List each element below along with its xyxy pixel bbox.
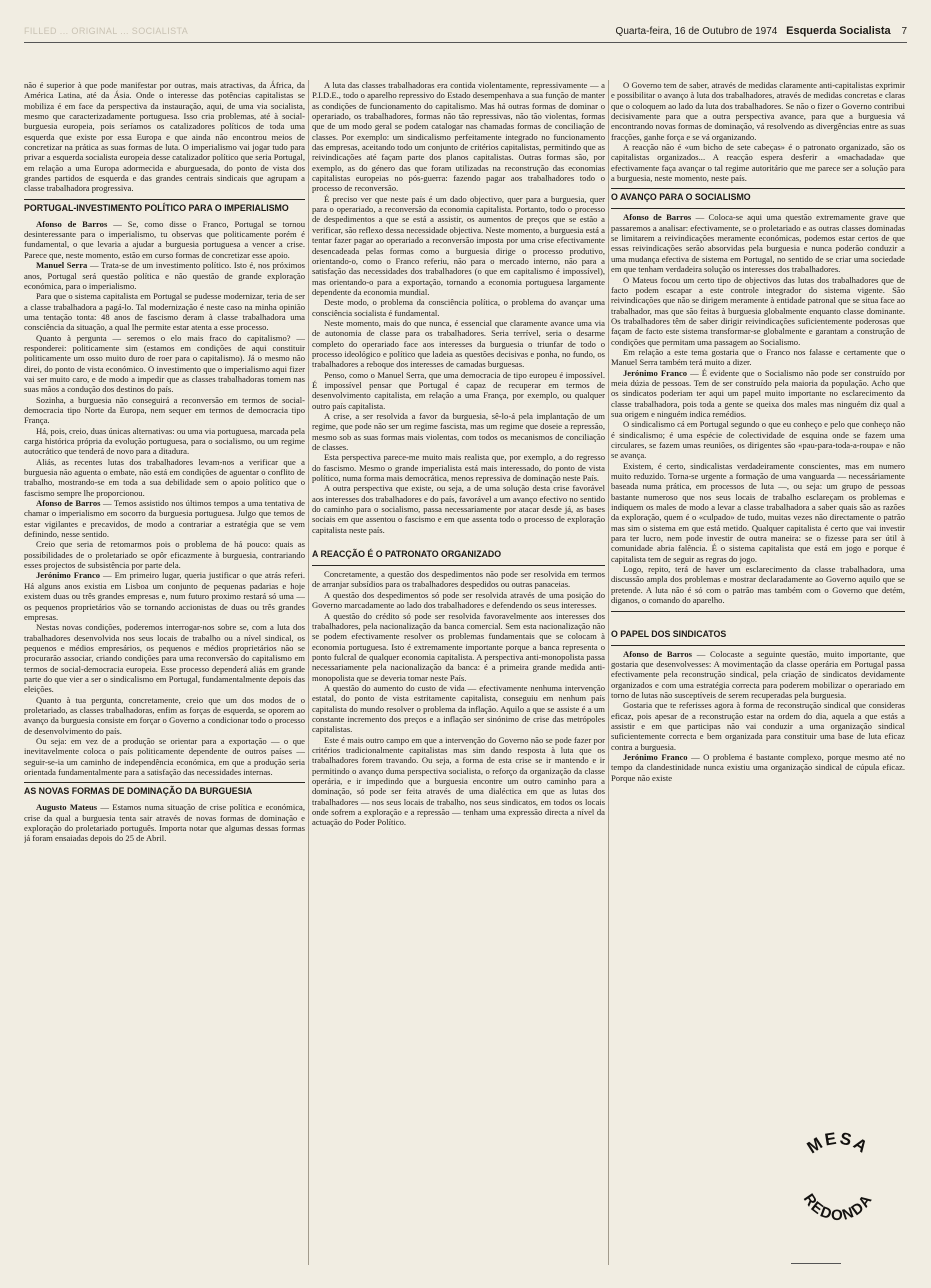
speaker-name: Manuel Serra — [36, 260, 88, 271]
paragraph-text: — Coloca-se aqui uma questão extremamente grave que passaremos a analisar: efectivamente, se o proletariado e as outras classes dominadas se limitarem a reivindicações meramente económicas, podemos estar certos de que essas reivindicações serão absorvidas pela burguesia e nunca poderão conduzir a uma mudança efectiva de sistema em Portugal, no sentido de se criar uma sociedade em que tenham verdadeira solução os interesses dos trabalhadores. — [611, 212, 905, 275]
paragraph — [24, 570, 305, 622]
newspaper-name: Esquerda Socialista — [786, 25, 891, 37]
column-3 — [611, 80, 905, 1270]
paragraph: Aliás, as recentes lutas dos trabalhadores levam-nos a verificar que a burguesia não aguenta o embate, não está em condições de aguentar o conflito de trabalho, mostrando-se em toda a sua debilidade sem o apoio político que o fascismo sempre lhe proporcionou. — [24, 456, 305, 498]
paragraph — [611, 649, 905, 701]
section-rule — [611, 645, 905, 646]
paragraph — [24, 802, 305, 843]
column-divider — [608, 80, 609, 1265]
paragraph: Para que o sistema capitalista em Portugal se pudesse modernizar, teria de ser a classe trabalhadora a pagá-lo. Tal modernização é neste caso na minha opinião uma tentação tonta: 48 anos de fascismo deram à classe trabalhadora uma consciência da situação, a qual lhe permite estar atenta a esse processo. — [24, 291, 305, 333]
column-2 — [312, 80, 605, 1270]
paragraph-text: — É evidente que o Socialismo não pode ser construído por meia dúzia de pessoas. Tem de ser construído pela maioria da população. Acho que os sindicatos poderiam ter aqui um papel muito importante no esclarecimento da classe trabalhadora, pois toda a gente se queixa dos males mas ninguém diz qual a sua origem e ninguém indica remédios. — [611, 367, 905, 419]
paragraph: O Mateus focou um certo tipo de objectivos das lutas dos trabalhadores que de facto podem escapar a este controle integrador do sistema vigente. São reivindicações que não se dirigem meramente à entidade patronal que se situa face ao trabalhador, mas que são feitas à burguesia globalmente enquanto classe dominante. Os trabalhadores têm de saber dirigir reivindicações suficientemente poderosas que façam de facto este sistema transformar-se globalmente e garantam a construção de condições que permitam uma passagem ao Socialismo. — [611, 274, 905, 347]
section-heading: O PAPEL DOS SINDICATOS — [611, 628, 727, 639]
paragraph: Logo, repito, terá de haver um esclarecimento da classe trabalhadora, uma discussão ampla dos problemas e mostrar declaradamente ao Governo aquilo que se pretende. A luta não é só com o patrão mas também com o Governo que detém, diganos, o comando do aparelho. — [611, 564, 905, 606]
paragraph: A reacção não é «um bicho de sete cabeças» é o patronato organizado, são os capitalistas organizados... A reacção espera desferir a «machadada» que efectivamente faça avançar o tal regime autoritário que me parece ser a solução para a burguesia, neste momento, neste país. — [611, 142, 905, 184]
speaker-name: Afonso de Barros — [623, 212, 692, 223]
paragraph: Há, pois, creio, duas únicas alternativas: ou uma via portuguesa, marcada pela carga histórica própria da evolução portuguesa, para o socialismo, ou um regime autocrático que tenderá de novo para a ditadura. — [24, 425, 305, 457]
paragraph — [24, 260, 305, 291]
paragraph: Quanto à pergunta — seremos o elo mais fraco do capitalismo? — responderei: politicamente sim (estamos em condições de aqui constituir politicamente um osso muito duro de roer para o capitalismo). Já o mesmo não direi, do ponto de vista económico. O investimento que o imperialismo aqui fizer vai ser muito caro, e de modo a impedir que as classes trabalhadoras tomem nas suas mãos a condução dos destinos do país. — [24, 332, 305, 395]
section-rule — [24, 199, 305, 200]
paragraph-text: — Estamos numa situação de crise política e económica, crise da qual a burguesia tenta sair através de novas formas de dominação e exploração do proletariado português. Importa notar que algumas dessas formas já foram ensaiadas depois do 25 de Abril. — [24, 802, 305, 844]
paragraph-text: — O problema é bastante complexo, porque mesmo até no tempo da clandestinidade nunca existiu uma organização sindical de cúpula eficaz. Porque não existe — [611, 751, 905, 783]
paragraph-text: — Colocaste a seguinte questão, muito importante, que gostaria que desenvolvesses: A movimentação da classe operária em Portugal passa efectivamente pela reconstrução sindical, pela criação de sindicatos devidamente organizados e com uma estratégia correcta para poderem mobilizar o operariado em torno de lutas não susceptíveis de serem recuperadas pela burguesia. — [611, 648, 905, 700]
paragraph — [24, 498, 305, 539]
spacer — [611, 615, 905, 629]
paragraph — [611, 752, 905, 783]
speaker-name: Afonso de Barros — [36, 498, 101, 509]
paragraph-text: — Em primeiro lugar, queria justificar o que atrás referi. Há alguns anos existia em Lisboa um conjunto de pequenas padarias e hoje existem duas ou três grandes empresas e, num futuro proximo restará só uma — os pequenos proprietários vão se tornando accionistas de duas ou três grandes empresas. — [24, 570, 305, 622]
paragraph: A outra perspectiva que existe, ou seja, a de uma solução desta crise favorável aos interesses dos trabalhadores e do país, favorável a um avanço efectivo no sentido do caminho para o socialismo, passa necessariamente por atacar desde já, as bases sociais em que assentou o fascismo e em que assenta todo o processo de exploração capitalista neste país. — [312, 483, 605, 535]
speaker-name: Augusto Mateus — [36, 802, 98, 813]
paragraph: Ou seja: em vez de a produção se orientar para a exportação — o que inevitavelmente coloca o país politicamente dependente de outros países — seguir-se-ia um caminho de independência económica, em que a produção seria orientada fundamentalmente para a satisfação das necessidades internas. — [24, 735, 305, 777]
section-rule — [611, 188, 905, 189]
section-rule — [312, 565, 605, 566]
paragraph — [24, 219, 305, 260]
paragraph: Deste modo, o problema da consciência política, o problema do avançar uma consciência socialista é fundamental. — [312, 297, 605, 318]
section-rule — [611, 611, 905, 612]
paragraph: A crise, a ser resolvida a favor da burguesia, sê-lo-á pela implantação de um regime, que pode não ser um regime fascista, mas um regime que doseie a repressão, mesmo sob as suas formas mais violentas, com todos os mecanismos de conciliação de classes. — [312, 411, 605, 453]
paragraph: Em relação a este tema gostaria que o Franco nos falasse e certamente que o Manuel Serra também terá muito a dizer. — [611, 346, 905, 368]
speaker-name: Afonso de Barros — [623, 648, 692, 659]
stamp-bottom-text: REDONDA — [799, 1190, 877, 1225]
issue-date: Quarta-feira, 16 de Outubro de 1974 — [615, 26, 778, 37]
paragraph: Existem, é certo, sindicalistas verdadeiramente conscientes, mas em numero muito reduzido. Torna-se urgente a formação de uma vanguarda — necessáriamente baseada numa prática, em processos de luta —, ou seja: um grupo de pessoas bastante numeroso que nos seus locais de trabalho esclareçam os problemas e indiquem os males de modo a levar a classe trabalhadora a saber quais são as razões da exploração, quem é o «culpado» de tudo, muitas vezes não directamente o patrão mas sim o sistema em que está metido. Qualquer capitalista é certo que vai investir para ter lucro, nem pode investir de outra maneira: se o fizesse para ser útil à comunidade abria falência. É o sistema capitalista que está em jogo e porque é capitalista tem de seguir as regras do jogo. — [611, 460, 905, 564]
intro-paragraph: não é superior à que pode manifestar por outras, mais atractivas, da África, da América Latina, até da Ásia. Onde o interesse das potências capitalistas se mobiliza é em face da perspectiva da instauração, aqui, de uma via socialista, mesmo que caracterizadamente portuguesa. Isso cria problemas, até à social-burguesia europeia, pois seríamos os catalizadores políticos de toda uma esquerda que existe por essa Europa e que ainda não encontrou meios de concretizar na prática as suas formas de luta. O imperialismo vai jogar tudo para privar a esquerda socialista europeia desse catalizador político que seria Portugal, em relação a uma Europa adormecida e aburguesada, do ponto de vista dos grandes partidos de esquerda e das grandes centrais sindicais que agrupam a classe trabalhadora progressiva. — [24, 80, 305, 194]
paragraph: Este é mais outro campo em que a intervenção do Governo não se pode fazer por critérios tradicionalmente capitalistas mas sim dando resposta à luta que os trabalhadores forem travando. Ou seja, a forma de esta crise se ir mantendo e ir permitindo o avanço duma perspectiva socialista, o reforço da organização da classe operária, e ir impedindo que a burguesia encontre um outro caminho para a dominação, só pode ser feita através de uma dialéctica em que as lutas dos trabalhadores — nos seus locais de trabalho, nos seus sindicatos, em todos os locais onde sofrem a exploração e a repressão — tenham uma expressão directa a nível da actuação do Poder Político. — [312, 734, 605, 828]
paragraph: Neste momento, mais do que nunca, é essencial que claramente avance uma via de autonomia de classe para os trabalhadores. Seria terrível, seria o desarme completo do operariado face aos interesses da burguesia o triunfar de todo o processo ideológico e político que ladeia as questões decisivas e ponha, no fundo, os trabalhadores a reboque dos interesses de camadas burguesas. — [312, 317, 605, 370]
page-number: 7 — [901, 26, 907, 37]
paragraph: Sozinha, a burguesia não conseguirá a reconversão em termos de social-democracia tipo Norte da Europa, nem sequer em termos de democracia tipo França. — [24, 394, 305, 426]
paragraph: Creio que seria de retomarmos pois o problema de há pouco: quais as possibilidades de o proletariado se opôr eficazmente à burguesia, contrariando esses projectos de subsistência por parte dela. — [24, 539, 305, 571]
column-divider — [308, 80, 309, 1265]
paragraph-text: — Trata-se de um investimento político. Isto é, nos próximos anos, Portugal será questão política e não questão de grande exploração económica, para o imperialismo. — [24, 260, 305, 291]
page-header — [24, 24, 907, 43]
speaker-name: Jerónimo Franco — [36, 570, 101, 581]
bleed-through-text: FILLED ... ORIGINAL ... SOCIALISTA — [24, 26, 189, 36]
spacer — [312, 535, 605, 549]
paragraph-text: — Temos assistido nos últimos tempos a uma tentativa de chamar o imperialismo em socorro da burguesia portuguesa. Julgo que temos de estar vigilantes e precavidos, de modo a contrariar a estratégia que se vem definindo, nesse sentido. — [24, 498, 305, 540]
paragraph: O Governo tem de saber, através de medidas claramente anti-capitalistas exprimir e possibilitar o avanço à luta dos trabalhadores, através de medidas concretas e claras que o coloquem ao lado da luta dos trabalhadores. Se não o fizer o Governo contribui decisivamente para que a outra perspectiva avance, para que a burguesia vá encontrando novas formas de dominação, vá resolvendo as divergências entre as suas fracções, ganhe força e se vá organizando. — [611, 80, 905, 142]
paragraph: A questão do crédito só pode ser resolvida favoravelmente aos interesses dos trabalhadores, pela nacionalização da banca comercial. Sem esta nacionalização não se podem efectivamente resolver os problemas fundamentais que se colocam à economia portuguesa. Isto é extremamente importante porque a banca representa o ponto fulcral de qualquer economia capitalista. A perspectiva anti-monopolista passa necessariamente pela nacionalização da banca: é a primeira grande medida anti-monopolista que se deveria tomar neste País. — [312, 610, 605, 683]
footer-rule — [791, 1263, 841, 1264]
paragraph: O sindicalismo cá em Portugal segundo o que eu conheço e pelo que conheço não é sindicalismo; é uma espécie de colectividade de esquina onde se fazem uma circulares, se fazem umas reuniões, os dirigentes são «pau-para-toda-a-roupa» e não se avança. — [611, 419, 905, 461]
paragraph — [611, 368, 905, 420]
column-1 — [24, 80, 305, 1270]
svg-text:MESA — [804, 1130, 873, 1158]
section-heading: AS NOVAS FORMAS DE DOMINAÇÃO DA BURGUESIA — [24, 786, 253, 797]
speaker-name: Jerónimo Franco — [623, 367, 688, 378]
paragraph: Gostaria que te referisses agora à forma de reconstrução sindical que consideras eficaz, pois apesar de a reconstrução estar na ordem do dia, aquela a que estás a assistir e em que participas não vai conduzir a uma organização sindical suficientemente correcta e bem organizada para constituir uma base de luta eficaz contra a burguesia. — [611, 700, 905, 752]
section-rule — [24, 782, 305, 783]
paragraph: Esta perspectiva parece-me muito mais realista que, por exemplo, a do regresso do fascismo. Mesmo o grande imperialista está mais interessado, do ponto de vista político, numa forma mais democrática, menos repressiva de dominação neste País. — [312, 452, 605, 484]
paragraph: Quanto à tua pergunta, concretamente, creio que um dos modos de o proletariado, as classes trabalhadoras, enfim as forças de esquerda, se oporem ao avanço da burguesia consiste em forçar o Governo a condicionar todo o processo de desenvolvimento do país. — [24, 694, 305, 736]
header-info — [616, 25, 907, 37]
svg-text:REDONDA — [800, 1191, 876, 1224]
mesa-redonda-stamp — [790, 1130, 886, 1226]
paragraph: Concretamente, a questão dos despedimentos não pode ser resolvida em termos de arranjar subsídios para os trabalhadores despedidos ou outras panaceias. — [312, 569, 605, 590]
section-heading: A REACÇÃO É O PATRONATO ORGANIZADO — [312, 549, 502, 560]
section-rule — [611, 208, 905, 209]
section-heading: PORTUGAL-INVESTIMENTO POLÍTICO PARA O IMPERIALISMO — [24, 202, 289, 213]
paragraph: A luta das classes trabalhadoras era contida violentamente, repressivamente — a P.I.D.E., todo o aparelho repressivo do Estado desempenhava a sua função de manter as condições de funcionamento do capitalismo. Mas há outras formas de dominar o operariado, os trabalhadores, formas não tão repressivas, não tão violentas, formas que de um modo geral se podem catalogar nas chamadas formas de conciliação de classes. Por exemplo: um sindicalismo perfeitamente integrado no funcionamento das empresas, aceitando todo um conjunto de critérios capitalistas, permitindo que as reivindicações até façam parte dos planos capitalistas. Outras formas são, por exemplo, as do género das que foram utilizadas na reconstrução das economias capitalistas europeias no pós-guerra: fazendo pagar aos trabalhadores todo o processo de reconversão. — [312, 80, 605, 194]
paragraph: A questão dos despedimentos só pode ser resolvida através de uma posição do Governo marcadamente ao lado dos trabalhadores e defendendo os seus interesses. — [312, 589, 605, 611]
speaker-name: Jerónimo Franco — [623, 751, 688, 762]
paragraph-text: — Se, como disse o Franco, Portugal se tornou desinteressante para o imperialismo, tu observas que politicamente porém é fundamental, o que levaria a ajudar a burguesia portuguesa a vencer a crise. Parece que, neste momento, estão em curso formas de concretizar esse apoio. — [24, 218, 305, 260]
speaker-name: Afonso de Barros — [36, 218, 108, 229]
paragraph: A questão do aumento do custo de vida — efectivamente nenhuma intervenção estatal, do ponto de vista estritamente capitalista, conseguiu em nenhum país capitalista do mundo resolver o problema da inflação. Aquilo a que se assiste é a um constante incremento dos preços e a inflação ser sinónimo de crise das metrópoles capitalistas. — [312, 682, 605, 735]
paragraph: Nestas novas condições, poderemos interrogar-nos sobre se, com a luta dos trabalhadores desenvolvida nos seus locais de trabalho ou a nível sindical, os pequenos e médios empresários, os pequenos e médios proprietários não se procurarão associar, criando condições para uma reconversão do capitalismo em termos de social-democracia europeia. Esse processo dependerá aliás em grande parte do que vier a ser o sindicalismo em Portugal, fundamentalmente depois das eleições. — [24, 622, 305, 695]
paragraph: Penso, como o Manuel Serra, que uma democracia de tipo europeu é impossível. É impossível pensar que Portugal é capaz de recuperar em termos de desenvolvimento capitalista, em relação a uma França, por exemplo, ou qualquer outro país capitalista. — [312, 369, 605, 411]
stamp-top-text: MESA — [803, 1130, 873, 1158]
paragraph — [611, 212, 905, 274]
section-heading: O AVANÇO PARA O SOCIALISMO — [611, 192, 751, 203]
paragraph: É preciso ver que neste país é um dado objectivo, quer para a burguesia, quer para o operariado, a reconversão da economia capitalista. Portanto, todo o processo de despedimentos a que se está a assistir, os aumentos de preços que se estão a verificar, são reflexo dessa necessidade objectiva. Neste momento, a burguesia está a tentar fazer pagar ao operariado a reconversão imposta por uma crise efectivamente desencadeada pelas formas como a burguesia dirige o processo produtivo, orientando-o, como o Franco referiu, não para o mercado interno, não para a satisfação das necessidades dos trabalhadores (o que em capitalismo é impossível), mas orientando-o para a exportação, tornando a economia portuguesa largamente dependente da economia mundial. — [312, 193, 605, 297]
